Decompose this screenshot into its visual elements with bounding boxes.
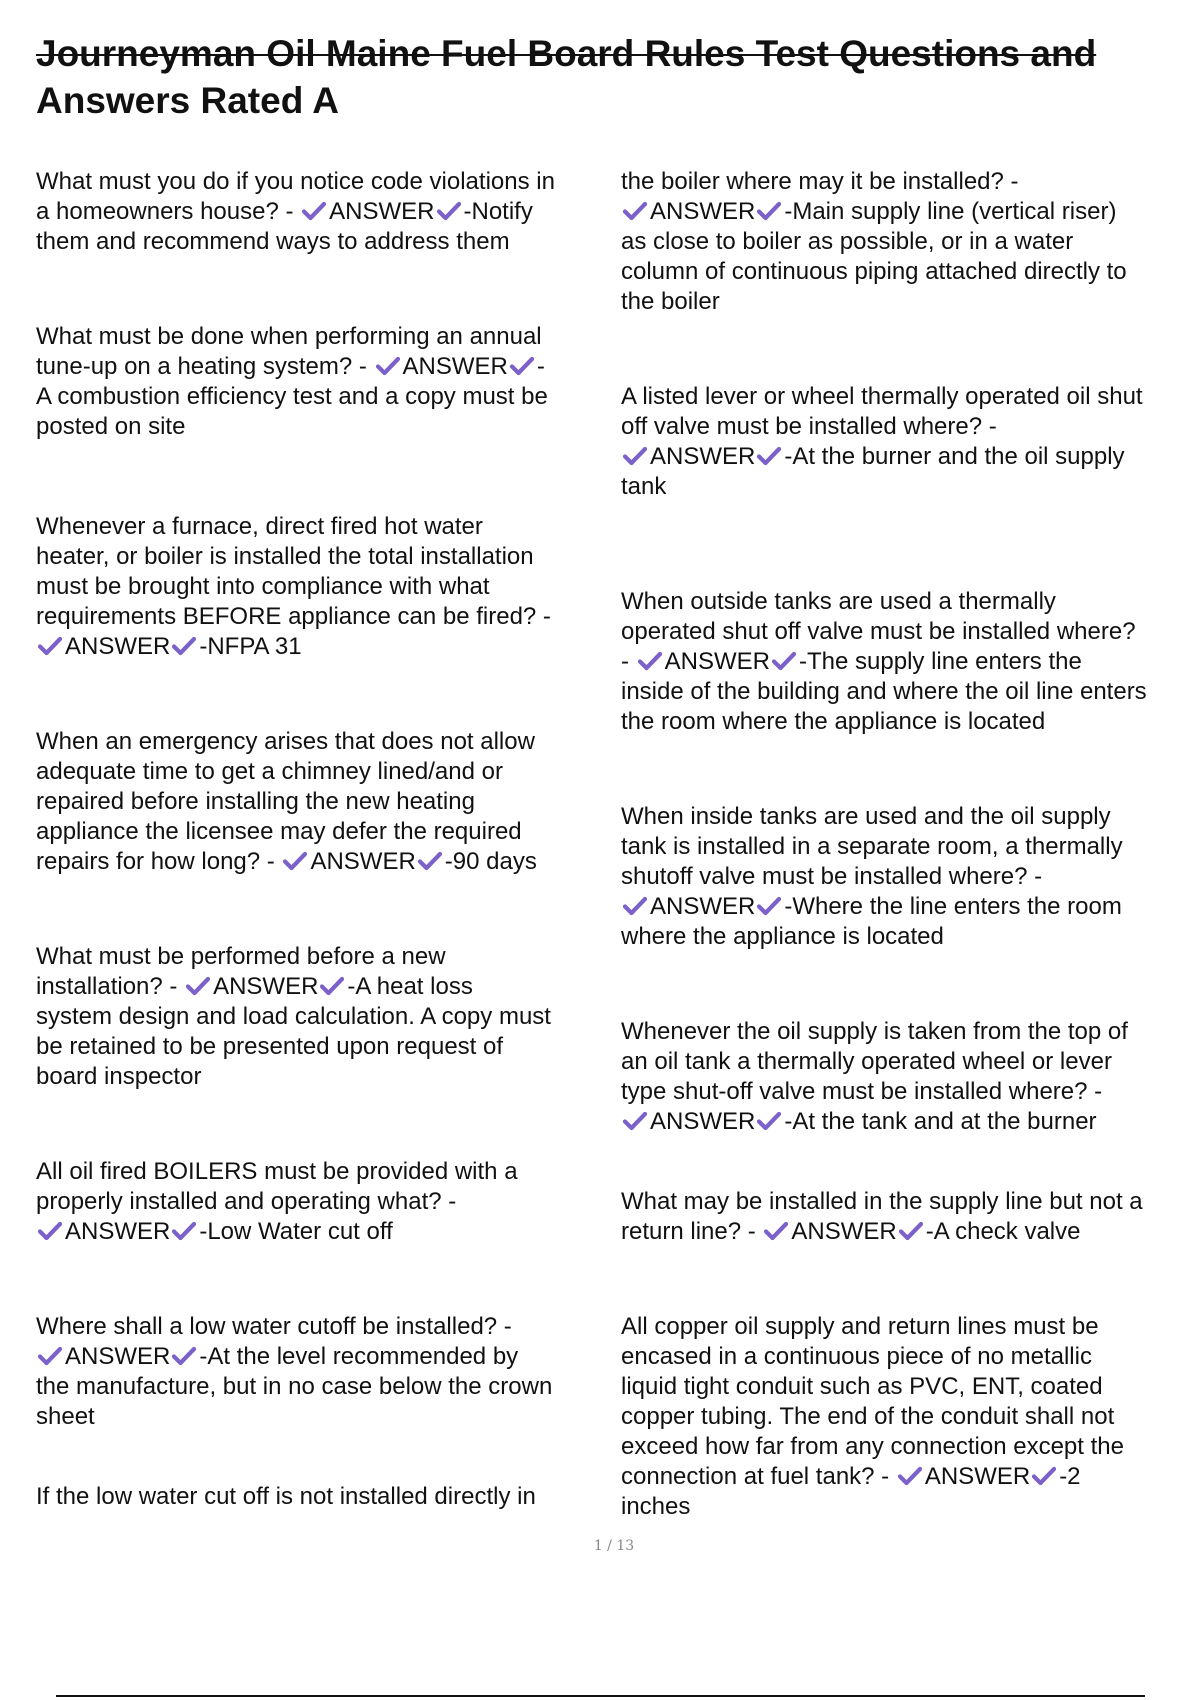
text-segment: What must be done when performing an annual: [36, 323, 542, 350]
text-segment: a homeowners house? -: [36, 198, 301, 225]
text-segment: -A check valve: [925, 1218, 1081, 1245]
text-segment: shutoff valve must be installed where? -: [621, 863, 1043, 890]
check-icon: [37, 1345, 63, 1367]
qa-item: [36, 1157, 606, 1247]
text-line: [621, 617, 1200, 647]
text-line: [621, 587, 1200, 617]
text-line: [36, 412, 606, 442]
check-icon: [897, 1465, 923, 1487]
text-line: [621, 412, 1200, 442]
text-line: [621, 647, 1200, 677]
text-segment: -A heat loss: [347, 973, 473, 1000]
text-line: [36, 847, 606, 877]
text-segment: as close to boiler as possible, or in a water: [621, 228, 1074, 255]
text-segment: -At the level recommended by: [199, 1343, 519, 1370]
text-line: [36, 1157, 606, 1187]
check-icon: [756, 200, 782, 222]
text-segment: liquid tight conduit such as PVC, ENT, coated: [621, 1373, 1103, 1400]
text-line: [621, 1372, 1200, 1402]
text-segment: installation? -: [36, 973, 185, 1000]
text-line: [36, 1217, 606, 1247]
text-line: [36, 167, 606, 197]
check-icon: [763, 1220, 789, 1242]
text-segment: column of continuous piping attached directly to: [621, 258, 1127, 285]
text-segment: copper tubing. The end of the conduit shall not: [621, 1403, 1115, 1430]
check-icon: [771, 650, 797, 672]
qa-item: [36, 1482, 606, 1512]
text-line: [36, 817, 606, 847]
text-segment: inside of the building and where the oil line enters: [621, 678, 1147, 705]
text-segment: What must be performed before a new: [36, 943, 446, 970]
text-segment: -Low Water cut off: [199, 1218, 393, 1245]
text-line: [621, 1312, 1200, 1342]
qa-item: [36, 942, 606, 1092]
text-segment: sheet: [36, 1403, 95, 1430]
text-line: [36, 632, 606, 662]
text-line: [36, 382, 606, 412]
text-line: [36, 727, 606, 757]
text-line: [621, 707, 1200, 737]
answer-label: ANSWER: [650, 1108, 756, 1135]
text-line: [621, 1492, 1200, 1522]
answer-label: ANSWER: [650, 198, 756, 225]
check-icon: [509, 355, 535, 377]
answer-label: ANSWER: [310, 848, 416, 875]
text-line: [621, 922, 1200, 952]
text-segment: posted on site: [36, 413, 186, 440]
text-segment: the boiler where may it be installed? -: [621, 168, 1019, 195]
answer-label: ANSWER: [329, 198, 435, 225]
check-icon: [622, 895, 648, 917]
text-segment: Whenever a furnace, direct fired hot water: [36, 513, 483, 540]
text-segment: -At the burner and the oil supply: [784, 443, 1125, 470]
text-segment: -At the tank and at the burner: [784, 1108, 1097, 1135]
text-segment: A combustion efficiency test and a copy must be: [36, 383, 548, 410]
check-icon: [637, 650, 663, 672]
answer-label: ANSWER: [650, 893, 756, 920]
text-line: [621, 167, 1200, 197]
text-line: [621, 472, 1200, 502]
text-line: [621, 1077, 1200, 1107]
check-icon: [301, 200, 327, 222]
qa-item: [36, 727, 606, 877]
text-segment: inches: [621, 1493, 691, 1520]
text-segment: the boiler: [621, 288, 720, 315]
text-segment: type shut-off valve must be installed where? -: [621, 1078, 1103, 1105]
text-segment: tank is installed in a separate room, a thermally: [621, 833, 1123, 860]
check-icon: [171, 1220, 197, 1242]
qa-item: [621, 1187, 1200, 1247]
qa-item: [36, 322, 606, 442]
text-segment: What must you do if you notice code violations in: [36, 168, 555, 195]
check-icon: [1031, 1465, 1057, 1487]
text-segment: -Where the line enters the room: [784, 893, 1122, 920]
check-icon: [756, 895, 782, 917]
check-icon: [417, 850, 443, 872]
text-segment: If the low water cut off is not installed directly in: [36, 1483, 536, 1510]
text-line: [621, 197, 1200, 227]
text-line: [36, 757, 606, 787]
text-segment: When outside tanks are used a thermally: [621, 588, 1056, 615]
text-line: [36, 1002, 606, 1032]
title-line: Journeyman Oil Maine Fuel Board Rules Test Questions and: [36, 33, 1097, 74]
text-line: [621, 1017, 1200, 1047]
text-line: [621, 1402, 1200, 1432]
check-icon: [436, 200, 462, 222]
qa-item: [36, 167, 606, 257]
answer-label: ANSWER: [791, 1218, 897, 1245]
text-segment: must be brought into compliance with what: [36, 573, 490, 600]
check-icon: [756, 1110, 782, 1132]
text-line: [621, 287, 1200, 317]
check-icon: [37, 1220, 63, 1242]
qa-item: [36, 512, 606, 662]
text-segment: repaired before installing the new heating: [36, 788, 475, 815]
text-segment: -Notify: [463, 198, 533, 225]
text-segment: -90 days: [444, 848, 537, 875]
check-icon: [37, 635, 63, 657]
text-line: [36, 1372, 606, 1402]
text-segment: When inside tanks are used and the oil supply: [621, 803, 1111, 830]
text-line: [36, 512, 606, 542]
text-line: [621, 227, 1200, 257]
qa-item: [621, 382, 1200, 502]
qa-item: [621, 1017, 1200, 1137]
qa-item: [621, 587, 1200, 737]
check-icon: [375, 355, 401, 377]
text-line: [621, 832, 1200, 862]
check-icon: [282, 850, 308, 872]
answer-label: ANSWER: [213, 973, 319, 1000]
check-icon: [756, 445, 782, 467]
answer-label: ANSWER: [65, 633, 171, 660]
text-line: [36, 542, 606, 572]
text-segment: -: [621, 648, 636, 675]
text-segment: All oil fired BOILERS must be provided with a: [36, 1158, 518, 1185]
text-segment: -The supply line enters the: [799, 648, 1082, 675]
text-segment: where the appliance is located: [621, 923, 944, 950]
text-segment: exceed how far from any connection except the: [621, 1433, 1124, 1460]
text-segment: an oil tank a thermally operated wheel or lever: [621, 1048, 1112, 1075]
text-segment: Whenever the oil supply is taken from the top of: [621, 1018, 1128, 1045]
text-line: [36, 1402, 606, 1432]
check-icon: [171, 635, 197, 657]
check-icon: [185, 975, 211, 997]
text-segment: What may be installed in the supply line but not a: [621, 1188, 1143, 1215]
qa-item: [36, 1312, 606, 1432]
text-segment: All copper oil supply and return lines must be: [621, 1313, 1099, 1340]
text-segment: adequate time to get a chimney lined/and or: [36, 758, 503, 785]
text-segment: requirements BEFORE appliance can be fired? -: [36, 603, 551, 630]
text-segment: be retained to be presented upon request of: [36, 1033, 504, 1060]
text-segment: -: [536, 353, 545, 380]
answer-label: ANSWER: [650, 443, 756, 470]
text-segment: encased in a continuous piece of no metallic: [621, 1343, 1092, 1370]
text-line: [621, 1047, 1200, 1077]
text-line: [36, 227, 606, 257]
answer-label: ANSWER: [402, 353, 508, 380]
text-line: [621, 892, 1200, 922]
text-line: [36, 572, 606, 602]
qa-item: [621, 1312, 1200, 1522]
text-line: [36, 322, 606, 352]
check-icon: [171, 1345, 197, 1367]
answer-label: ANSWER: [664, 648, 771, 675]
text-line: [621, 257, 1200, 287]
page-title: [36, 30, 1186, 124]
text-line: [621, 1187, 1200, 1217]
text-line: [36, 1187, 606, 1217]
check-icon: [622, 445, 648, 467]
title-line: Answers Rated A: [36, 80, 339, 121]
text-segment: return line? -: [621, 1218, 763, 1245]
text-segment: system design and load calculation. A copy must: [36, 1003, 551, 1030]
text-segment: -2: [1059, 1463, 1081, 1490]
qa-item: [621, 802, 1200, 952]
answer-label: ANSWER: [924, 1463, 1031, 1490]
text-line: [621, 802, 1200, 832]
answer-label: ANSWER: [65, 1343, 171, 1370]
text-segment: heater, or boiler is installed the total installation: [36, 543, 534, 570]
check-icon: [622, 1110, 648, 1132]
text-segment: board inspector: [36, 1063, 202, 1090]
page-number: 1 / 13: [593, 1538, 635, 1554]
text-segment: off valve must be installed where? -: [621, 413, 997, 440]
text-line: [621, 1107, 1200, 1137]
check-icon: [319, 975, 345, 997]
text-segment: A listed lever or wheel thermally operated oil shut: [621, 383, 1143, 410]
text-line: [36, 1032, 606, 1062]
text-line: [621, 1462, 1200, 1492]
check-icon: [622, 200, 648, 222]
text-line: [621, 677, 1200, 707]
footer-rule: [56, 1695, 1145, 1697]
text-line: [621, 1217, 1200, 1247]
text-segment: tank: [621, 473, 667, 500]
text-line: [36, 942, 606, 972]
text-line: [36, 352, 606, 382]
text-line: [621, 442, 1200, 472]
text-line: [621, 1432, 1200, 1462]
text-segment: When an emergency arises that does not allow: [36, 728, 535, 755]
text-line: [36, 197, 606, 227]
text-line: [36, 972, 606, 1002]
text-segment: appliance the licensee may defer the required: [36, 818, 522, 845]
text-segment: tune-up on a heating system? -: [36, 353, 374, 380]
text-segment: operated shut off valve must be installed where?: [621, 618, 1136, 645]
text-segment: -NFPA 31: [199, 633, 302, 660]
text-line: [621, 1342, 1200, 1372]
text-segment: properly installed and operating what? -: [36, 1188, 457, 1215]
text-line: [36, 602, 606, 632]
check-icon: [898, 1220, 924, 1242]
text-segment: them and recommend ways to address them: [36, 228, 510, 255]
text-segment: -Main supply line (vertical riser): [784, 198, 1117, 225]
answer-label: ANSWER: [65, 1218, 171, 1245]
text-line: [36, 1062, 606, 1092]
text-line: [621, 382, 1200, 412]
text-line: [36, 787, 606, 817]
text-line: [621, 862, 1200, 892]
text-segment: the room where the appliance is located: [621, 708, 1046, 735]
qa-item: [621, 167, 1200, 317]
text-segment: connection at fuel tank? -: [621, 1463, 896, 1490]
text-line: [36, 1342, 606, 1372]
text-segment: repairs for how long? -: [36, 848, 282, 875]
text-segment: the manufacture, but in no case below the crown: [36, 1373, 553, 1400]
text-line: [36, 1312, 606, 1342]
text-line: [36, 1482, 606, 1512]
text-segment: Where shall a low water cutoff be installed? -: [36, 1313, 512, 1340]
